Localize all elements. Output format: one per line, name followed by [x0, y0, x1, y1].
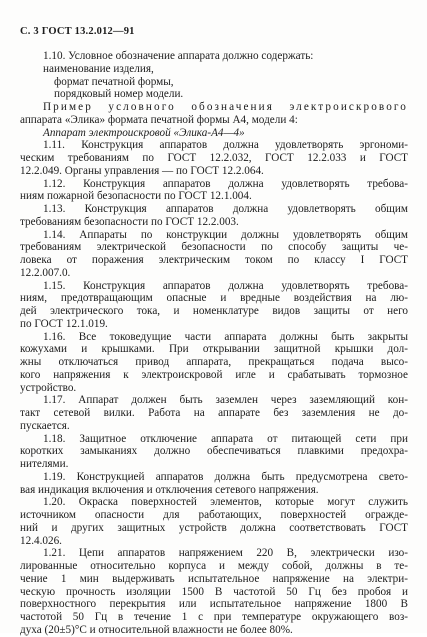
text-line: устройство.	[20, 381, 77, 394]
text-line: 1.16. Все токоведущие части аппарата должны быть закрыты	[43, 330, 408, 343]
text-line: требованиям безопасности по ГОСТ 12.2.003.	[20, 215, 239, 228]
text-line: 12.2.007.0.	[20, 266, 71, 279]
text-line: порядковый номер модели.	[54, 88, 184, 101]
text-line: Пример условного обозначения электроискрового	[43, 101, 408, 113]
text-line: жны отключаться привод аппарата, прекращаться подача высо-	[20, 356, 408, 368]
text-line: аппарата «Элика» формата печатной формы А4, модели 4:	[20, 113, 298, 126]
text-line: кого напряжения к электроискровой игле и срабатывать тормозное	[20, 368, 408, 381]
page-header	[20, 26, 135, 37]
text-line: формат печатной формы,	[54, 75, 174, 88]
text-line: вая индикация включения и отключения сетевого напряжения.	[20, 483, 319, 496]
text-line: по ГОСТ 12.1.019.	[20, 317, 108, 330]
text-line: ниям пожарной безопасности по ГОСТ 12.1.004.	[20, 190, 252, 203]
text-line: источником опасности для работающих, поверхностей огражде-	[20, 509, 408, 521]
text-line: 1.11. Конструкция аппаратов должна удовлетворять эргономи-	[43, 139, 408, 152]
text-line: частотой 50 Гц в течение 1 с при температуре окружающего воз-	[20, 611, 408, 623]
text-line: пускается.	[20, 419, 70, 432]
text-line: требованиям электрической безопасности по способу защиты че-	[20, 241, 408, 254]
text-line: 1.15. Конструкция аппаратов должна удовлетворять требова-	[43, 279, 408, 292]
text-line: 1.19. Конструкцией аппаратов должна быть предусмотрена свето-	[43, 470, 408, 483]
text-line: 1.12. Конструкция аппаратов должна удовлетворять требова-	[43, 177, 408, 190]
standard-designation: ГОСТ 13.2.012—91	[41, 26, 135, 37]
text-line: 1.10. Условное обозначение аппарата должно содержать:	[43, 50, 314, 62]
text-line: 1.20. Окраска поверхностей элементов, которые могут служить	[43, 496, 408, 509]
text-line: 12.4.026.	[20, 534, 62, 547]
text-line: 1.21. Цепи аппаратов напряжением 220 В, электрически изо-	[43, 547, 408, 560]
text-line: ниям, предотвращающим опасные и вредные воздействия на лю-	[20, 292, 408, 305]
text-line: нителями.	[20, 458, 69, 470]
text-line: ловека от поражения электрическим током по классу I ГОСТ	[20, 254, 408, 266]
page-number: С. 3	[20, 26, 39, 37]
text-line: наименование изделия,	[43, 62, 154, 75]
text-line: коротких замыканиях должно обеспечиваться плавкими предохра-	[20, 445, 408, 458]
text-line: ческим требованиям по ГОСТ 12.2.032, ГОСТ 12.2.033 и ГОСТ	[20, 152, 408, 164]
body-text	[20, 50, 408, 637]
text-line: 1.17. Аппарат должен быть заземлен через заземляющий кон-	[43, 394, 408, 407]
text-line: такт сетевой вилки. Работа на аппарате без заземления не до-	[20, 407, 408, 419]
text-line: 12.2.049. Органы управления — по ГОСТ 12.2.064.	[20, 164, 264, 177]
text-line: ческую прочность изоляции 1500 В частотой 50 Гц без пробоя и	[20, 585, 408, 598]
text-line: 1.13. Конструкция аппаратов должна удовлетворять общим	[43, 203, 408, 215]
text-line: лированные относительно корпуса и между собой, должны в те-	[20, 560, 408, 572]
text-line: поверхностного перекрытия или испытательное напряжение 1800 В	[20, 598, 408, 611]
text-line: ний и других защитных устройств должна соответствовать ГОСТ	[20, 521, 408, 534]
text-line: Аппарат электроискровой «Элика-А4—4»	[43, 126, 245, 139]
text-line: 1.18. Защитное отключение аппарата от питающей сети при	[43, 432, 408, 445]
text-line: 1.14. Аппараты по конструкции должны удовлетворять общим	[43, 228, 408, 241]
text-line: духа (20±5)°С и относительной влажности не более 80%.	[20, 623, 293, 636]
text-line: дей электрического тока, и номенклатуре видов защиты от него	[20, 305, 408, 317]
text-line: чение 1 мин выдерживать испытательное напряжение на электри-	[20, 572, 408, 585]
text-line: кожухами и крышками. При открывании защитной крышки дол-	[20, 343, 408, 356]
